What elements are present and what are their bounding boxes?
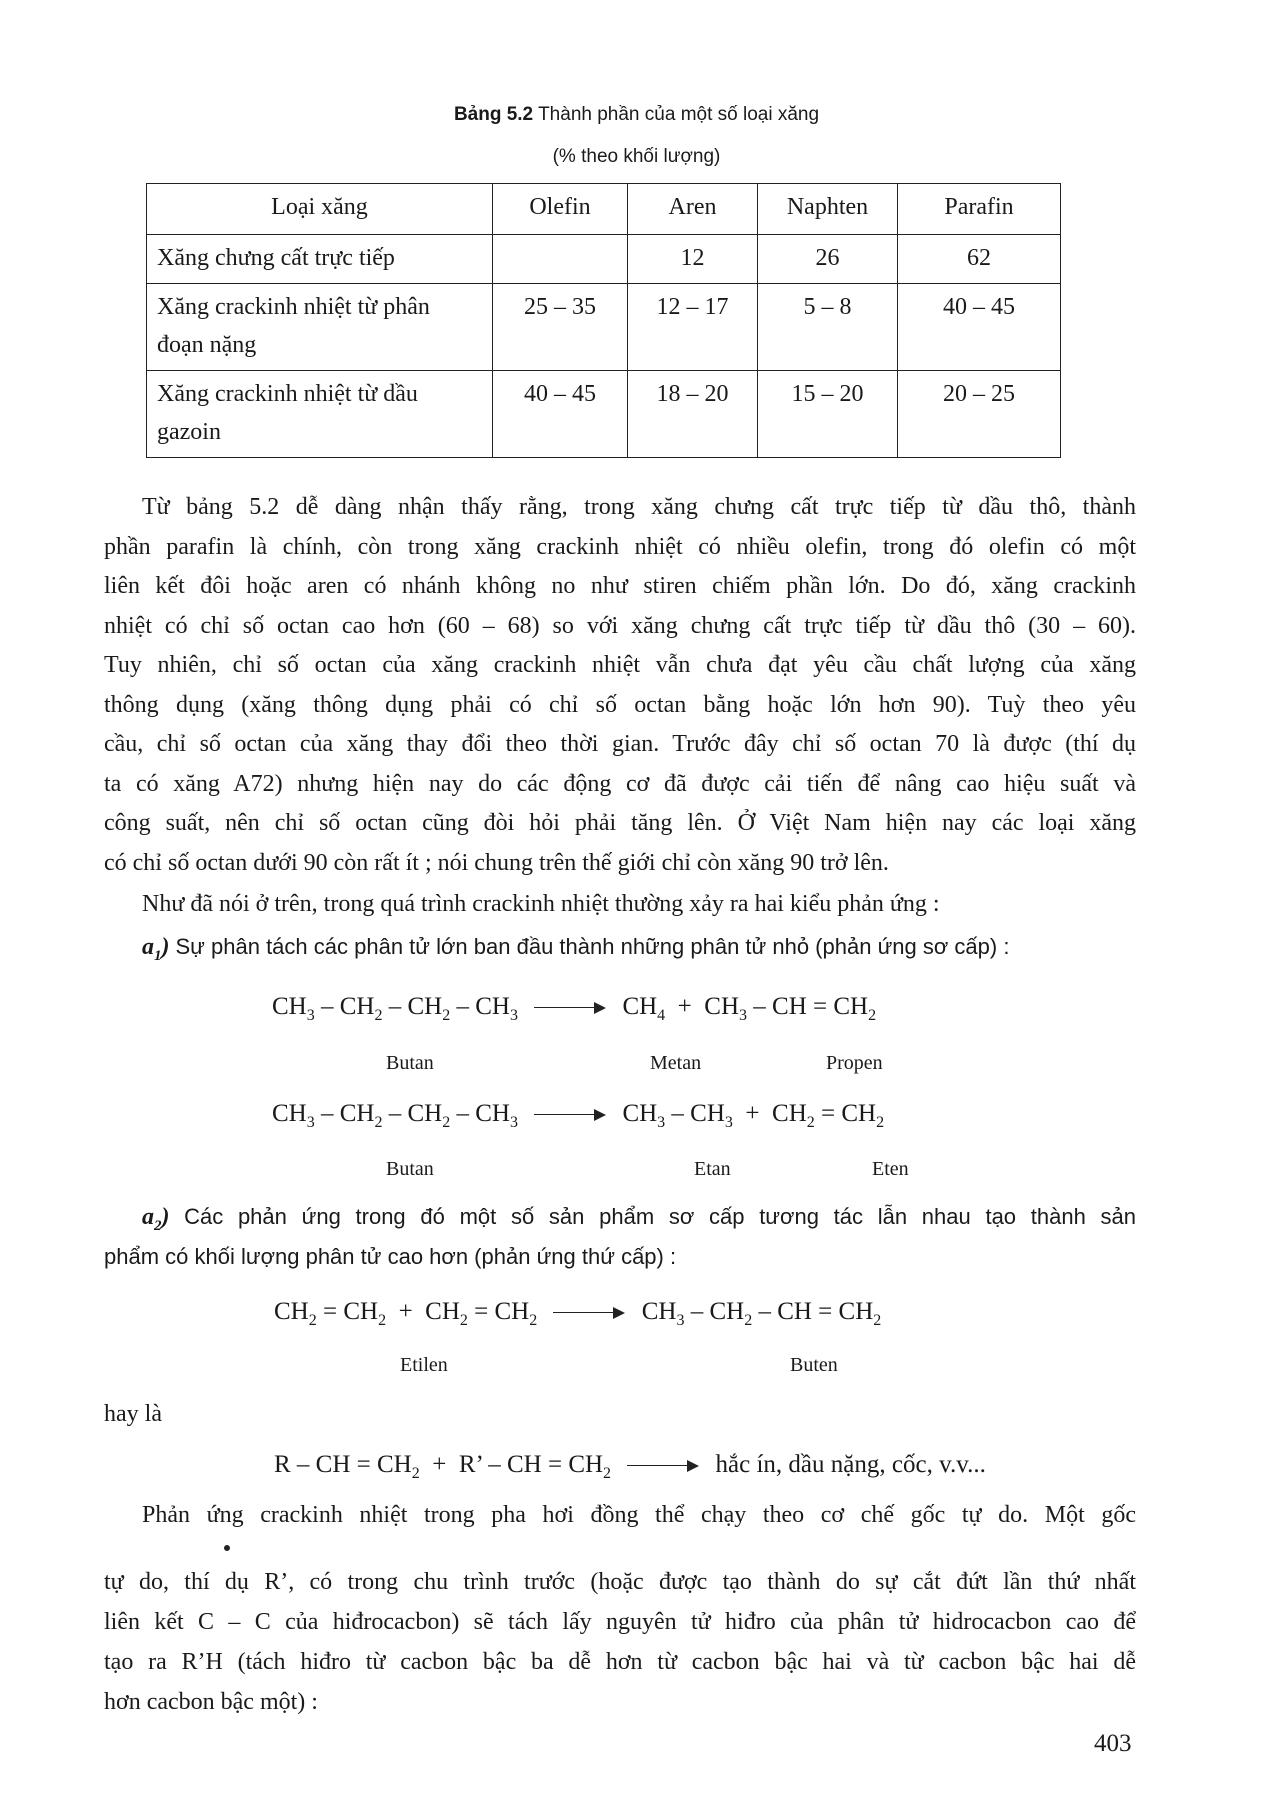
- table-cell: 25 – 35: [493, 284, 628, 371]
- item-a2: [142, 1204, 1136, 1235]
- table-caption-unit: (% theo khối lượng): [552, 146, 721, 167]
- eq3-reactant-2: $CH_2 = CH_2$: [425, 1298, 538, 1329]
- eq2-product-1: $CH_3 - CH_3$: [622, 1100, 733, 1131]
- table-cell: 12: [628, 235, 758, 284]
- paragraph-reaction-types: Như đã nói ở trên, trong quá trình crackinh nhiệt thường xảy ra hai kiểu phản ứng :: [142, 891, 940, 917]
- label-butan: Butan: [386, 1052, 434, 1074]
- text-hay-la: hay là: [104, 1401, 162, 1427]
- text-line: Từ bảng 5.2 dễ dàng nhận thấy rằng, trong xăng chưng cất trực tiếp từ dầu thô, thành: [142, 494, 1136, 520]
- plus-sign: +: [432, 1451, 447, 1478]
- reaction-arrow-icon: [553, 1306, 625, 1320]
- reaction-arrow-icon: [534, 1108, 606, 1122]
- label-butan: Butan: [386, 1158, 434, 1180]
- table-row: [147, 284, 1061, 371]
- text-line: tự do, thí dụ R’, có trong chu trình trước (hoặc được tạo thành do sự cắt đứt lần thứ nhất: [104, 1569, 1136, 1595]
- item-a1-text: Sự phân tách các phân tử lớn ban đầu thành những phân tử nhỏ (phản ứng sơ cấp) :: [175, 934, 1010, 959]
- text-line: Tuy nhiên, chỉ số octan của xăng crackinh nhiệt vẫn chưa đạt yêu cầu chất lượng của xăng: [104, 652, 1136, 678]
- table-header-cell: Olefin: [493, 184, 628, 235]
- table-caption-label: Bảng 5.2: [453, 104, 534, 125]
- eq4-product: hắc ín, dầu nặng, cốc, v.v...: [715, 1451, 986, 1478]
- table-cell: 26: [758, 235, 898, 284]
- table-cell: 18 – 20: [628, 371, 758, 458]
- plus-sign: +: [398, 1298, 413, 1325]
- text-line: tạo ra R’H (tách hiđro từ cacbon bậc ba dễ hơn từ cacbon bậc hai và từ cacbon bậc hai dễ: [104, 1649, 1136, 1675]
- label-eten: Eten: [872, 1158, 909, 1180]
- gasoline-composition-table: [146, 183, 1061, 458]
- table-row: [147, 235, 1061, 284]
- page-number: 403: [1094, 1730, 1132, 1757]
- table-cell: [493, 235, 628, 284]
- equation-olefin-polymerization: [274, 1451, 986, 1483]
- label-buten: Buten: [790, 1354, 838, 1376]
- table-header-cell: Loại xăng: [147, 184, 493, 235]
- paragraph-radical: [104, 1562, 1136, 1722]
- eq2-reactant: $CH_3 - CH_2 - CH_2 - CH_3$: [272, 1100, 518, 1131]
- text-line: liên kết C – C của hiđrocacbon) sẽ tách lấy nguyên tử hiđro của phân tử hidrocacbon cao để: [104, 1609, 1136, 1635]
- equation-butan-to-metan: [272, 993, 876, 1025]
- table-cell: 5 – 8: [758, 284, 898, 371]
- text-line: liên kết đôi hoặc aren có nhánh không no như stiren chiếm phần lớn. Do đó, xăng crackinh: [104, 573, 1136, 599]
- table-caption: [0, 104, 1273, 126]
- text-line: phần parafin là chính, còn trong xăng crackinh nhiệt có nhiều olefin, trong đó olefin có một: [104, 533, 1136, 560]
- table-cell: Xăng crackinh nhiệt từ dầu gazoin: [147, 371, 493, 458]
- radical-dot-icon: [224, 1545, 230, 1551]
- text-line: thông dụng (xăng thông dụng phải có chỉ số octan bằng hoặc lớn hơn 90). Tuỳ theo yêu: [104, 691, 1136, 718]
- eq3-reactant-1: $CH_2 = CH_2$: [274, 1298, 387, 1329]
- label-etilen: Etilen: [400, 1354, 448, 1376]
- eq2-product-2: $CH_2 = CH_2$: [772, 1100, 885, 1131]
- label-propen: Propen: [826, 1052, 883, 1074]
- table-cell: Xăng chưng cất trực tiếp: [147, 235, 493, 284]
- table-header-row: [147, 184, 1061, 235]
- table-cell: 62: [898, 235, 1061, 284]
- eq1-product-2: $CH_3$ – CH = $CH_2$: [704, 993, 877, 1024]
- equation-butan-to-etan: [272, 1100, 884, 1132]
- eq4-reactant-2: R’ – CH = $CH_2$: [458, 1451, 612, 1482]
- eq1-product-1: $CH_4$: [622, 993, 666, 1024]
- item-a1-label: $a_1$): [142, 934, 170, 964]
- text-line: nhiệt có chỉ số octan cao hơn (60 – 68) so với xăng chưng cất trực tiếp từ dầu thô (30 – 60).: [104, 612, 1136, 639]
- table-header-cell: Naphten: [758, 184, 898, 235]
- eq4-reactant-1: R – CH = $CH_2$: [274, 1451, 420, 1482]
- table-row: [147, 371, 1061, 458]
- table-cell: 20 – 25: [898, 371, 1061, 458]
- item-a2-text: Các phản ứng trong đó một số sản phẩm sơ cấp tương tác lẫn nhau tạo thành sản: [184, 1204, 1136, 1229]
- item-a2-label: $a_2$): [142, 1204, 170, 1234]
- reaction-arrow-icon: [534, 1001, 606, 1015]
- label-metan: Metan: [650, 1052, 702, 1074]
- reaction-arrow-icon: [627, 1459, 699, 1473]
- paragraph-octane: [104, 488, 1136, 883]
- paragraph-radical-line1: Phản ứng crackinh nhiệt trong pha hơi đồng thể chạy theo cơ chế gốc tự do. Một gốc: [142, 1502, 1136, 1528]
- item-a2-text-cont: phẩm có khối lượng phân tử cao hơn (phản ứng thứ cấp) :: [104, 1244, 677, 1269]
- table-header-cell: Parafin: [898, 184, 1061, 235]
- table-cell: Xăng crackinh nhiệt từ phân đoạn nặng: [147, 284, 493, 371]
- label-etan: Etan: [694, 1158, 731, 1180]
- table-cell: 15 – 20: [758, 371, 898, 458]
- text-line: hơn cacbon bậc một) :: [104, 1689, 318, 1715]
- table-cell: 12 – 17: [628, 284, 758, 371]
- eq3-product: $CH_3 - CH_2$ – CH = $CH_2$: [641, 1298, 882, 1329]
- plus-sign: +: [745, 1100, 760, 1127]
- plus-sign: +: [677, 993, 692, 1020]
- table-header-cell: Aren: [628, 184, 758, 235]
- table-caption-text: Thành phần của một số loại xăng: [538, 104, 820, 125]
- table-cell: 40 – 45: [493, 371, 628, 458]
- eq1-reactant: $CH_3 - CH_2 - CH_2 - CH_3$: [272, 993, 518, 1024]
- text-line: công suất, nên chỉ số octan cũng đòi hỏi phải tăng lên. Ở Việt Nam hiện nay các loại xăng: [104, 810, 1136, 836]
- text-line: ta có xăng A72) nhưng hiện nay do các động cơ đã được cải tiến để nâng cao hiệu suất và: [104, 770, 1136, 797]
- item-a1: [142, 934, 1009, 965]
- table-cell: 40 – 45: [898, 284, 1061, 371]
- text-line: có chỉ số octan dưới 90 còn rất ít ; nói chung trên thế giới chỉ còn xăng 90 trở lên.: [104, 849, 889, 876]
- text-line: cầu, chỉ số octan của xăng thay đổi theo thời gian. Trước đây chỉ số octan 70 là được (thí dụ: [104, 731, 1136, 757]
- equation-etilen-to-buten: [274, 1298, 881, 1330]
